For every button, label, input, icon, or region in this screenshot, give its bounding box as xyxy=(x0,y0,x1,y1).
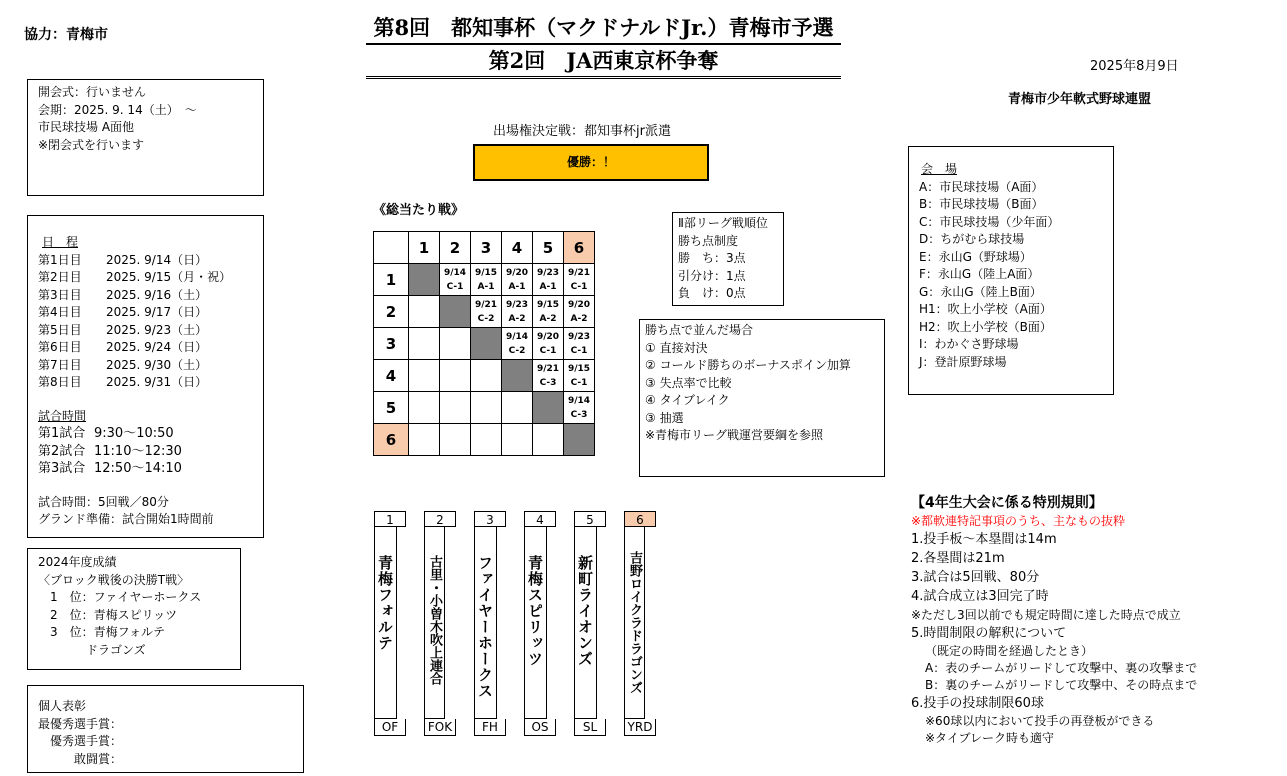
ranking-line: 勝ち点制度 xyxy=(678,233,739,248)
results-line: 1 位：ファイヤーホークス xyxy=(38,590,202,604)
league-cell: 9/15 C-1 xyxy=(564,360,595,392)
time-row: 第1試合 9:30～10:50 xyxy=(38,426,174,441)
league-cell xyxy=(409,424,440,456)
league-cell: 9/23 C-1 xyxy=(564,328,595,360)
team-column xyxy=(574,511,606,736)
league-cell xyxy=(409,360,440,392)
ranking-line: 引分け：1点 xyxy=(678,268,746,283)
league-row-header: 4 xyxy=(374,360,409,392)
team-name: 青梅フォルテ xyxy=(374,527,397,719)
schedule-note: 試合時間：5回戦／80分 xyxy=(38,494,169,509)
league-heading: 《総当たり戦》 xyxy=(373,203,465,218)
ranking-line: 勝 ち：3点 xyxy=(678,251,746,265)
venue-item: A：市民球技場（A面） xyxy=(919,179,1044,194)
awards-line: 最優秀選手賞： xyxy=(38,716,123,731)
venue-item: D：ちがむら球技場 xyxy=(919,232,1025,246)
rules-subheading: ※都軟連特記事項のうち、主なもの抜粋 xyxy=(911,514,1126,528)
schedule-row: 第8日目 2025. 9/31（日） xyxy=(38,375,208,389)
sub-title: 第2回 JA西東京杯争奪 xyxy=(366,45,841,79)
rule-item: 3.試合は5回戦、80分 xyxy=(911,570,1040,585)
schedule-row: 第7日目 2025. 9/30（土） xyxy=(38,357,208,372)
schedule-row: 第6日目 2025. 9/24（日） xyxy=(38,340,208,354)
rule-item: 5.時間制限の解釈について xyxy=(911,626,1067,641)
awards-box xyxy=(27,685,304,773)
league-cell xyxy=(409,296,440,328)
team-abbr: FOK xyxy=(424,719,456,736)
results-2024-box xyxy=(27,548,241,670)
team-column xyxy=(424,511,456,736)
league-cell xyxy=(502,424,533,456)
league-cell: 9/14 C-2 xyxy=(502,328,533,360)
rule-item: 2.各塁間は21m xyxy=(911,551,1005,566)
venue-item: C：市民球技場（少年面） xyxy=(919,214,1060,229)
rules-block xyxy=(911,494,1271,747)
awards-line: 個人表彰 xyxy=(38,699,87,713)
team-name: 吉野ロイクラドラゴンズ xyxy=(624,527,645,719)
league-cell: 9/14 C-1 xyxy=(440,264,471,296)
team-number: 4 xyxy=(524,511,556,527)
team-abbr: OF xyxy=(374,719,406,736)
league-table xyxy=(373,231,595,456)
league-col-header: 6 xyxy=(564,232,595,264)
venue-item: I：わかぐさ野球場 xyxy=(919,337,1019,351)
league-diagonal-cell xyxy=(440,296,471,328)
schedule-row: 第4日目 2025. 9/17（日） xyxy=(38,305,208,319)
league-cell xyxy=(440,392,471,424)
league-cell xyxy=(440,424,471,456)
team-name: 新町ライオンズ xyxy=(574,527,597,719)
issue-date: 2025年8月9日 xyxy=(1090,59,1179,74)
team-abbr: OS xyxy=(524,719,556,736)
tiebreak-line: ④ タイブレイク xyxy=(645,393,730,407)
tiebreak-line: 勝ち点で並んだ場合 xyxy=(645,323,754,337)
team-abbr: FH xyxy=(474,719,506,736)
tiebreak-line: ※青梅市リーグ戦運営要綱を参照 xyxy=(645,428,824,442)
league-row-header: 3 xyxy=(374,328,409,360)
league-cell: 9/21 C-3 xyxy=(533,360,564,392)
rule-note: ※60球以内において投手の再登板ができる xyxy=(925,714,1155,728)
league-row xyxy=(374,392,595,424)
rule-item: 1.投手板～本塁間は14m xyxy=(911,532,1057,547)
league-cell xyxy=(409,328,440,360)
ceremony-line: 開会式：行いません xyxy=(38,85,147,99)
schedule-row: 第2日目 2025. 9/15（月・祝） xyxy=(38,270,232,284)
league-row xyxy=(374,360,595,392)
title-block xyxy=(366,12,841,79)
venue-item: J：登計原野球場 xyxy=(919,354,1007,369)
awards-line: 優秀選手賞： xyxy=(38,734,123,748)
times-heading: 試合時間 xyxy=(38,408,87,423)
ceremony-line: 市民球技場 A面他 xyxy=(38,120,135,134)
league-cell: 9/15 A-2 xyxy=(533,296,564,328)
venue-item: F：永山G（陸上A面） xyxy=(919,267,1040,281)
league-col-header: 2 xyxy=(440,232,471,264)
league-cell: 9/20 C-1 xyxy=(533,328,564,360)
tiebreak-line: ① 直接対決 xyxy=(645,340,708,355)
team-number: 6 xyxy=(624,511,656,527)
venue-item: G：永山G（陸上B面） xyxy=(919,284,1042,299)
team-column xyxy=(624,511,656,736)
team-number: 3 xyxy=(474,511,506,527)
league-cell: 9/20 A-2 xyxy=(564,296,595,328)
rules-heading: 【4年生大会に係る特別規則】 xyxy=(911,495,1103,511)
schedule-row: 第1日目 2025. 9/14（日） xyxy=(38,252,208,267)
rule-note: B：裏のチームがリードして攻撃中、その時点まで xyxy=(925,678,1198,692)
league-col-header: 3 xyxy=(471,232,502,264)
league-cell xyxy=(440,328,471,360)
team-abbr: SL xyxy=(574,719,606,736)
league-cell xyxy=(471,424,502,456)
league-row-header: 2 xyxy=(374,296,409,328)
league-row-header: 6 xyxy=(374,424,409,456)
league-row xyxy=(374,264,595,296)
ceremony-line: 会期：2025. 9. 14（土） ～ xyxy=(38,102,197,117)
team-abbr: YRD xyxy=(624,719,656,736)
league-cell: 9/20 A-1 xyxy=(502,264,533,296)
ceremony-line: ※閉会式を行います xyxy=(38,137,145,152)
cooperation-label: 協力：青梅市 xyxy=(24,27,108,43)
schedule-row: 第3日目 2025. 9/16（土） xyxy=(38,287,208,302)
ranking-line: Ⅱ部リーグ戦順位 xyxy=(678,216,768,230)
ranking-line: 負 け：0点 xyxy=(678,286,746,300)
league-cell xyxy=(440,360,471,392)
league-cell xyxy=(533,424,564,456)
league-row-header: 1 xyxy=(374,264,409,296)
team-number: 5 xyxy=(574,511,606,527)
venue-item: E：永山G（野球場） xyxy=(919,249,1032,264)
league-diagonal-cell xyxy=(409,264,440,296)
rule-note: ※ただし3回以前でも規定時間に達した時点で成立 xyxy=(911,608,1181,622)
rule-item: 4.試合成立は3回完了時 xyxy=(911,589,1049,604)
league-cell: 9/21 C-2 xyxy=(471,296,502,328)
league-row xyxy=(374,328,595,360)
tiebreak-line: ③ 失点率で比較 xyxy=(645,375,732,390)
results-line: 〈ブロック戦後の決勝T戦〉 xyxy=(38,572,190,587)
rule-note: A：表のチームがリードして攻撃中、裏の攻撃まで xyxy=(925,661,1198,675)
league-header-row xyxy=(374,232,595,264)
team-name: ファイヤーホークス xyxy=(474,527,497,719)
team-number: 1 xyxy=(374,511,406,527)
winner-box: 優勝：！ xyxy=(473,144,709,181)
ranking-box xyxy=(672,212,784,306)
team-name: 青梅スピリッツ xyxy=(524,527,547,719)
time-row: 第2試合 11:10～12:30 xyxy=(38,443,182,459)
team-column xyxy=(374,511,406,736)
league-cell xyxy=(409,392,440,424)
tiebreak-line: ③ 抽選 xyxy=(645,410,684,425)
time-row: 第3試合 12:50～14:10 xyxy=(38,461,182,476)
rule-item: 6.投手の投球制限60球 xyxy=(911,696,1044,711)
qualifier-text: 出場権決定戦：都知事杯jr派遣 xyxy=(493,124,671,139)
results-line: 2 位：青梅スピリッツ xyxy=(38,607,178,622)
league-col-header: 1 xyxy=(409,232,440,264)
league-cell xyxy=(502,392,533,424)
league-row-header: 5 xyxy=(374,392,409,424)
league-diagonal-cell xyxy=(533,392,564,424)
league-cell: 9/23 A-2 xyxy=(502,296,533,328)
league-cell: 9/23 A-1 xyxy=(533,264,564,296)
league-diagonal-cell xyxy=(471,328,502,360)
league-corner-cell xyxy=(374,232,409,264)
schedule-days xyxy=(38,252,253,392)
venues-heading: 会 場 xyxy=(921,162,958,176)
league-cell xyxy=(471,392,502,424)
main-title: 第8回 都知事杯（マクドナルドJr.）青梅市予選 xyxy=(366,12,841,45)
schedule-row: 第5日目 2025. 9/23（土） xyxy=(38,322,208,337)
league-col-header: 5 xyxy=(533,232,564,264)
results-line: 3 位：青梅フォルテ xyxy=(38,625,166,639)
league-cell: 9/14 C-3 xyxy=(564,392,595,424)
rule-note: （既定の時間を経過したとき） xyxy=(925,644,1094,658)
team-column xyxy=(524,511,556,736)
league-cell xyxy=(471,360,502,392)
league-col-header: 4 xyxy=(502,232,533,264)
rule-note: ※タイブレーク時も適守 xyxy=(925,731,1054,745)
organizer: 青梅市少年軟式野球連盟 xyxy=(1008,92,1152,107)
awards-line: 敢闘賞： xyxy=(38,751,123,766)
tiebreak-line: ② コールド勝ちのボーナスポイン加算 xyxy=(645,358,851,372)
schedule-heading: 日 程 xyxy=(42,235,79,249)
venue-item: B：市民球技場（B面） xyxy=(919,197,1044,211)
tiebreak-box xyxy=(639,319,885,477)
team-name: 古里・小曽木吹上連合 xyxy=(424,527,445,719)
team-column xyxy=(474,511,506,736)
league-diagonal-cell xyxy=(564,424,595,456)
schedule-box xyxy=(27,215,264,538)
team-number: 2 xyxy=(424,511,456,527)
results-line: 2024年度成績 xyxy=(38,555,117,569)
ceremony-box xyxy=(27,79,264,196)
league-cell: 9/15 A-1 xyxy=(471,264,502,296)
venue-item: H2：吹上小学校（B面） xyxy=(919,319,1052,334)
league-cell: 9/21 C-1 xyxy=(564,264,595,296)
league-diagonal-cell xyxy=(502,360,533,392)
venues-box xyxy=(908,146,1114,395)
league-row xyxy=(374,424,595,456)
results-line: ドラゴンズ xyxy=(38,642,146,657)
league-row xyxy=(374,296,595,328)
schedule-note: グランド準備：試合開始1時間前 xyxy=(38,512,214,526)
venue-item: H1：吹上小学校（A面） xyxy=(919,302,1052,316)
